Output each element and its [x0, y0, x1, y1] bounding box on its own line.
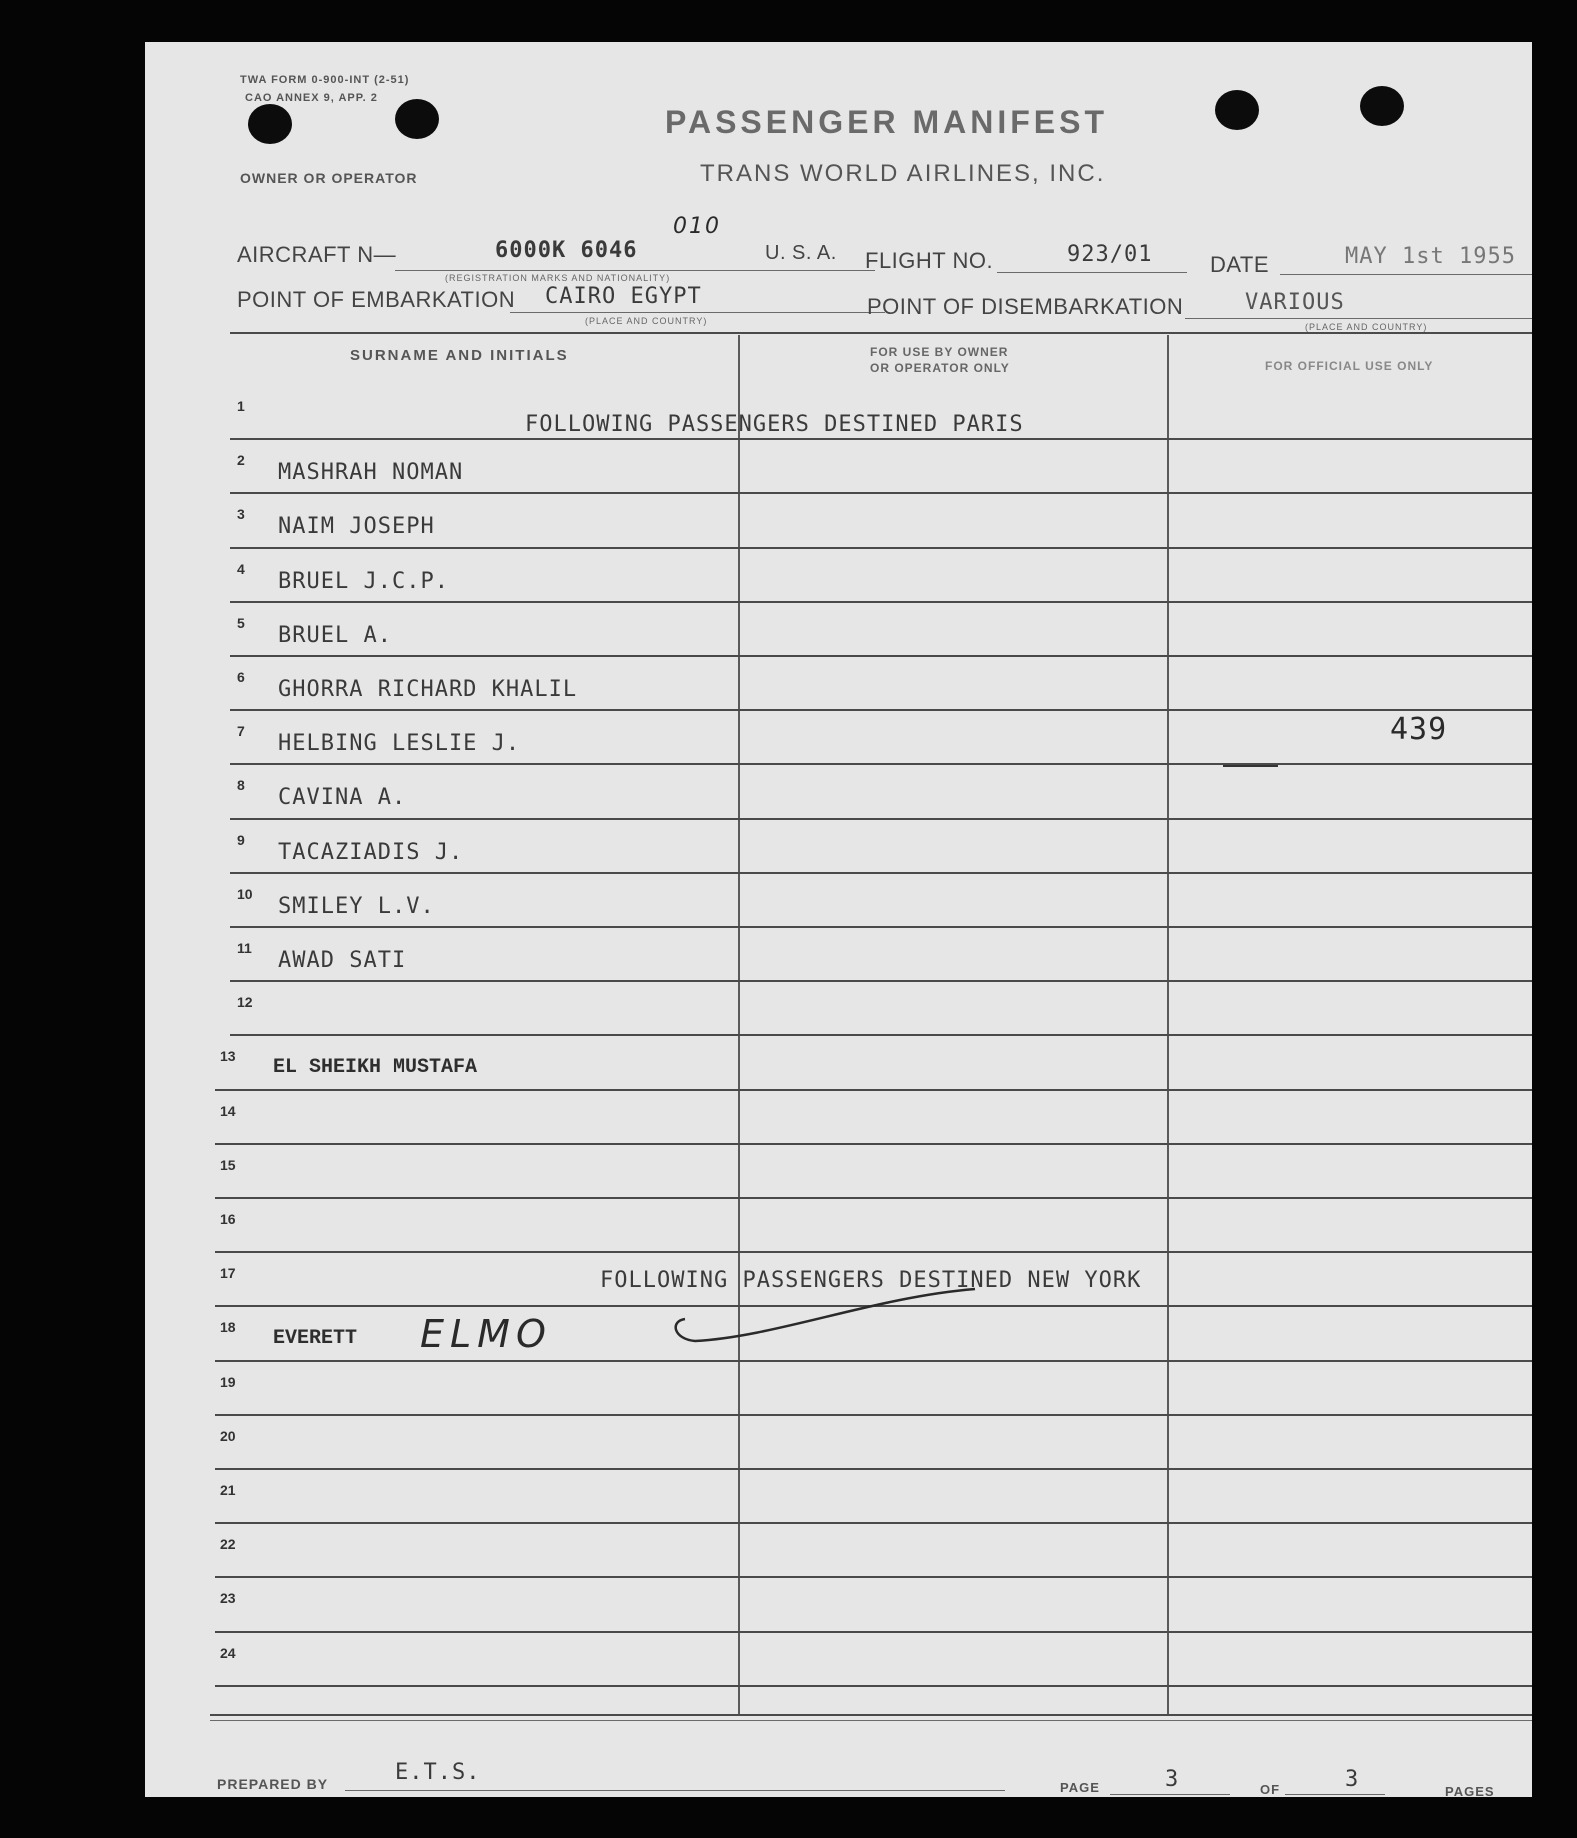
- punch-hole: [1360, 86, 1404, 126]
- row-number: 2: [237, 452, 245, 469]
- row-divider: [215, 1685, 1532, 1687]
- aircraft-annotation: 010: [673, 214, 721, 239]
- official-number: 439: [1390, 712, 1448, 747]
- row-number: 17: [220, 1265, 236, 1282]
- manifest-sheet: [145, 42, 1532, 1797]
- prepared-label: PREPARED BY: [217, 1776, 329, 1792]
- row-divider: [215, 1089, 1532, 1091]
- row-divider: [215, 1522, 1532, 1524]
- disembarkation-value: VARIOUS: [1245, 290, 1345, 315]
- form-number: TWA FORM 0-900-INT (2-51): [240, 74, 410, 86]
- row-number: 14: [220, 1102, 236, 1119]
- passenger-name: GHORRA RICHARD KHALIL: [278, 677, 578, 702]
- disembarkation-label: POINT OF DISEMBARKATION: [867, 294, 1184, 319]
- passenger-name: BRUEL A.: [278, 622, 392, 648]
- passenger-name: TACAZIADIS J.: [278, 839, 464, 865]
- row-number: 4: [237, 560, 245, 577]
- row-number: 9: [237, 831, 245, 848]
- page-value: 3: [1165, 1767, 1180, 1792]
- row-number: 7: [237, 723, 245, 740]
- col-surname-header: SURNAME AND INITIALS: [350, 347, 569, 364]
- pages-label: PAGES: [1445, 1784, 1495, 1799]
- aircraft-value: 6000K 6046: [495, 238, 638, 263]
- row-number: 12: [237, 994, 253, 1011]
- row-number: 8: [237, 777, 245, 794]
- row-number: 11: [237, 940, 252, 956]
- passenger-name: EL SHEIKH MUSTAFA: [273, 1056, 478, 1080]
- handwritten-name: ELMO: [420, 1312, 552, 1356]
- of-value: 3: [1345, 1767, 1360, 1792]
- row-divider: [230, 1034, 1532, 1036]
- passenger-name: AWAD SATI: [278, 948, 407, 973]
- row-divider: [215, 1576, 1532, 1578]
- flight-no-value: 923/01: [1067, 242, 1153, 267]
- page-label: PAGE: [1060, 1780, 1100, 1795]
- passenger-name: MASHRAH NOMAN: [278, 460, 464, 486]
- row-divider: [215, 1197, 1532, 1199]
- row-number: 3: [237, 506, 245, 523]
- row-divider: [215, 1414, 1532, 1416]
- disembarkation-caption: (PLACE AND COUNTRY): [1305, 322, 1428, 332]
- prepared-value: E.T.S.: [395, 1760, 481, 1785]
- flight-no-label: FLIGHT NO.: [865, 248, 994, 273]
- aircraft-label: AIRCRAFT N—: [237, 242, 397, 267]
- row-divider: [230, 655, 1532, 657]
- date-value: MAY 1st 1955: [1345, 244, 1516, 269]
- date-label: DATE: [1210, 252, 1270, 277]
- row-number: 15: [220, 1156, 236, 1173]
- registration-caption: (REGISTRATION MARKS AND NATIONALITY): [445, 273, 671, 283]
- row-divider: [230, 763, 1532, 765]
- of-label: OF: [1260, 1782, 1281, 1797]
- col-owner-header: FOR USE BY OWNER OR OPERATOR ONLY: [870, 345, 1010, 375]
- row-divider: [230, 709, 1532, 711]
- row-number: 19: [220, 1373, 236, 1390]
- row-number: 10: [237, 885, 253, 902]
- row-number: 1: [237, 398, 245, 414]
- row-divider: [230, 547, 1532, 549]
- owner-label: OWNER OR OPERATOR: [240, 170, 418, 186]
- passenger-name: BRUEL J.C.P.: [278, 568, 449, 594]
- nationality: U. S. A.: [765, 242, 837, 264]
- embarkation-value: CAIRO EGYPT: [545, 284, 702, 309]
- row-divider: [230, 926, 1532, 928]
- row-divider: [215, 1251, 1532, 1253]
- punch-hole: [395, 99, 439, 139]
- row-number: 23: [220, 1590, 236, 1607]
- row-number: 18: [220, 1319, 236, 1336]
- row-number: 16: [220, 1211, 236, 1227]
- passenger-name: NAIM JOSEPH: [278, 514, 435, 540]
- row-divider: [230, 492, 1532, 494]
- row-divider: [230, 872, 1532, 874]
- row-number: 6: [237, 669, 245, 685]
- row-divider: [230, 438, 1532, 440]
- row-divider: [215, 1360, 1532, 1362]
- col-official-header: FOR OFFICIAL USE ONLY: [1265, 359, 1434, 373]
- note-new-york: FOLLOWING PASSENGERS DESTINED NEW YORK: [600, 1268, 1142, 1293]
- row-divider: [215, 1468, 1532, 1470]
- passenger-name: CAVINA A.: [278, 785, 407, 811]
- row-number: 20: [220, 1427, 236, 1444]
- embarkation-label: POINT OF EMBARKATION: [237, 287, 516, 312]
- row-number: 5: [237, 614, 245, 631]
- row-divider: [215, 1143, 1532, 1145]
- embarkation-caption: (PLACE AND COUNTRY): [585, 316, 708, 326]
- row-divider: [215, 1631, 1532, 1633]
- page-title: PASSENGER MANIFEST: [665, 104, 1108, 140]
- passenger-name: EVERETT: [273, 1327, 358, 1351]
- row-number: 13: [220, 1048, 236, 1065]
- punch-hole: [1215, 90, 1259, 130]
- handwritten-stroke: [655, 1277, 995, 1357]
- operator-name: TRANS WORLD AIRLINES, INC.: [700, 160, 1106, 187]
- row-number: 24: [220, 1644, 236, 1661]
- row-divider: [230, 980, 1532, 982]
- punch-hole: [248, 104, 292, 144]
- note-paris: FOLLOWING PASSENGERS DESTINED PARIS: [525, 412, 1024, 437]
- form-annex: CAO ANNEX 9, APP. 2: [245, 92, 378, 104]
- passenger-name: SMILEY L.V.: [278, 893, 435, 919]
- passenger-name: HELBING LESLIE J.: [278, 731, 521, 757]
- row-number: 22: [220, 1536, 236, 1553]
- row-divider: [230, 601, 1532, 603]
- row-number: 21: [220, 1482, 236, 1498]
- row-divider: [230, 818, 1532, 820]
